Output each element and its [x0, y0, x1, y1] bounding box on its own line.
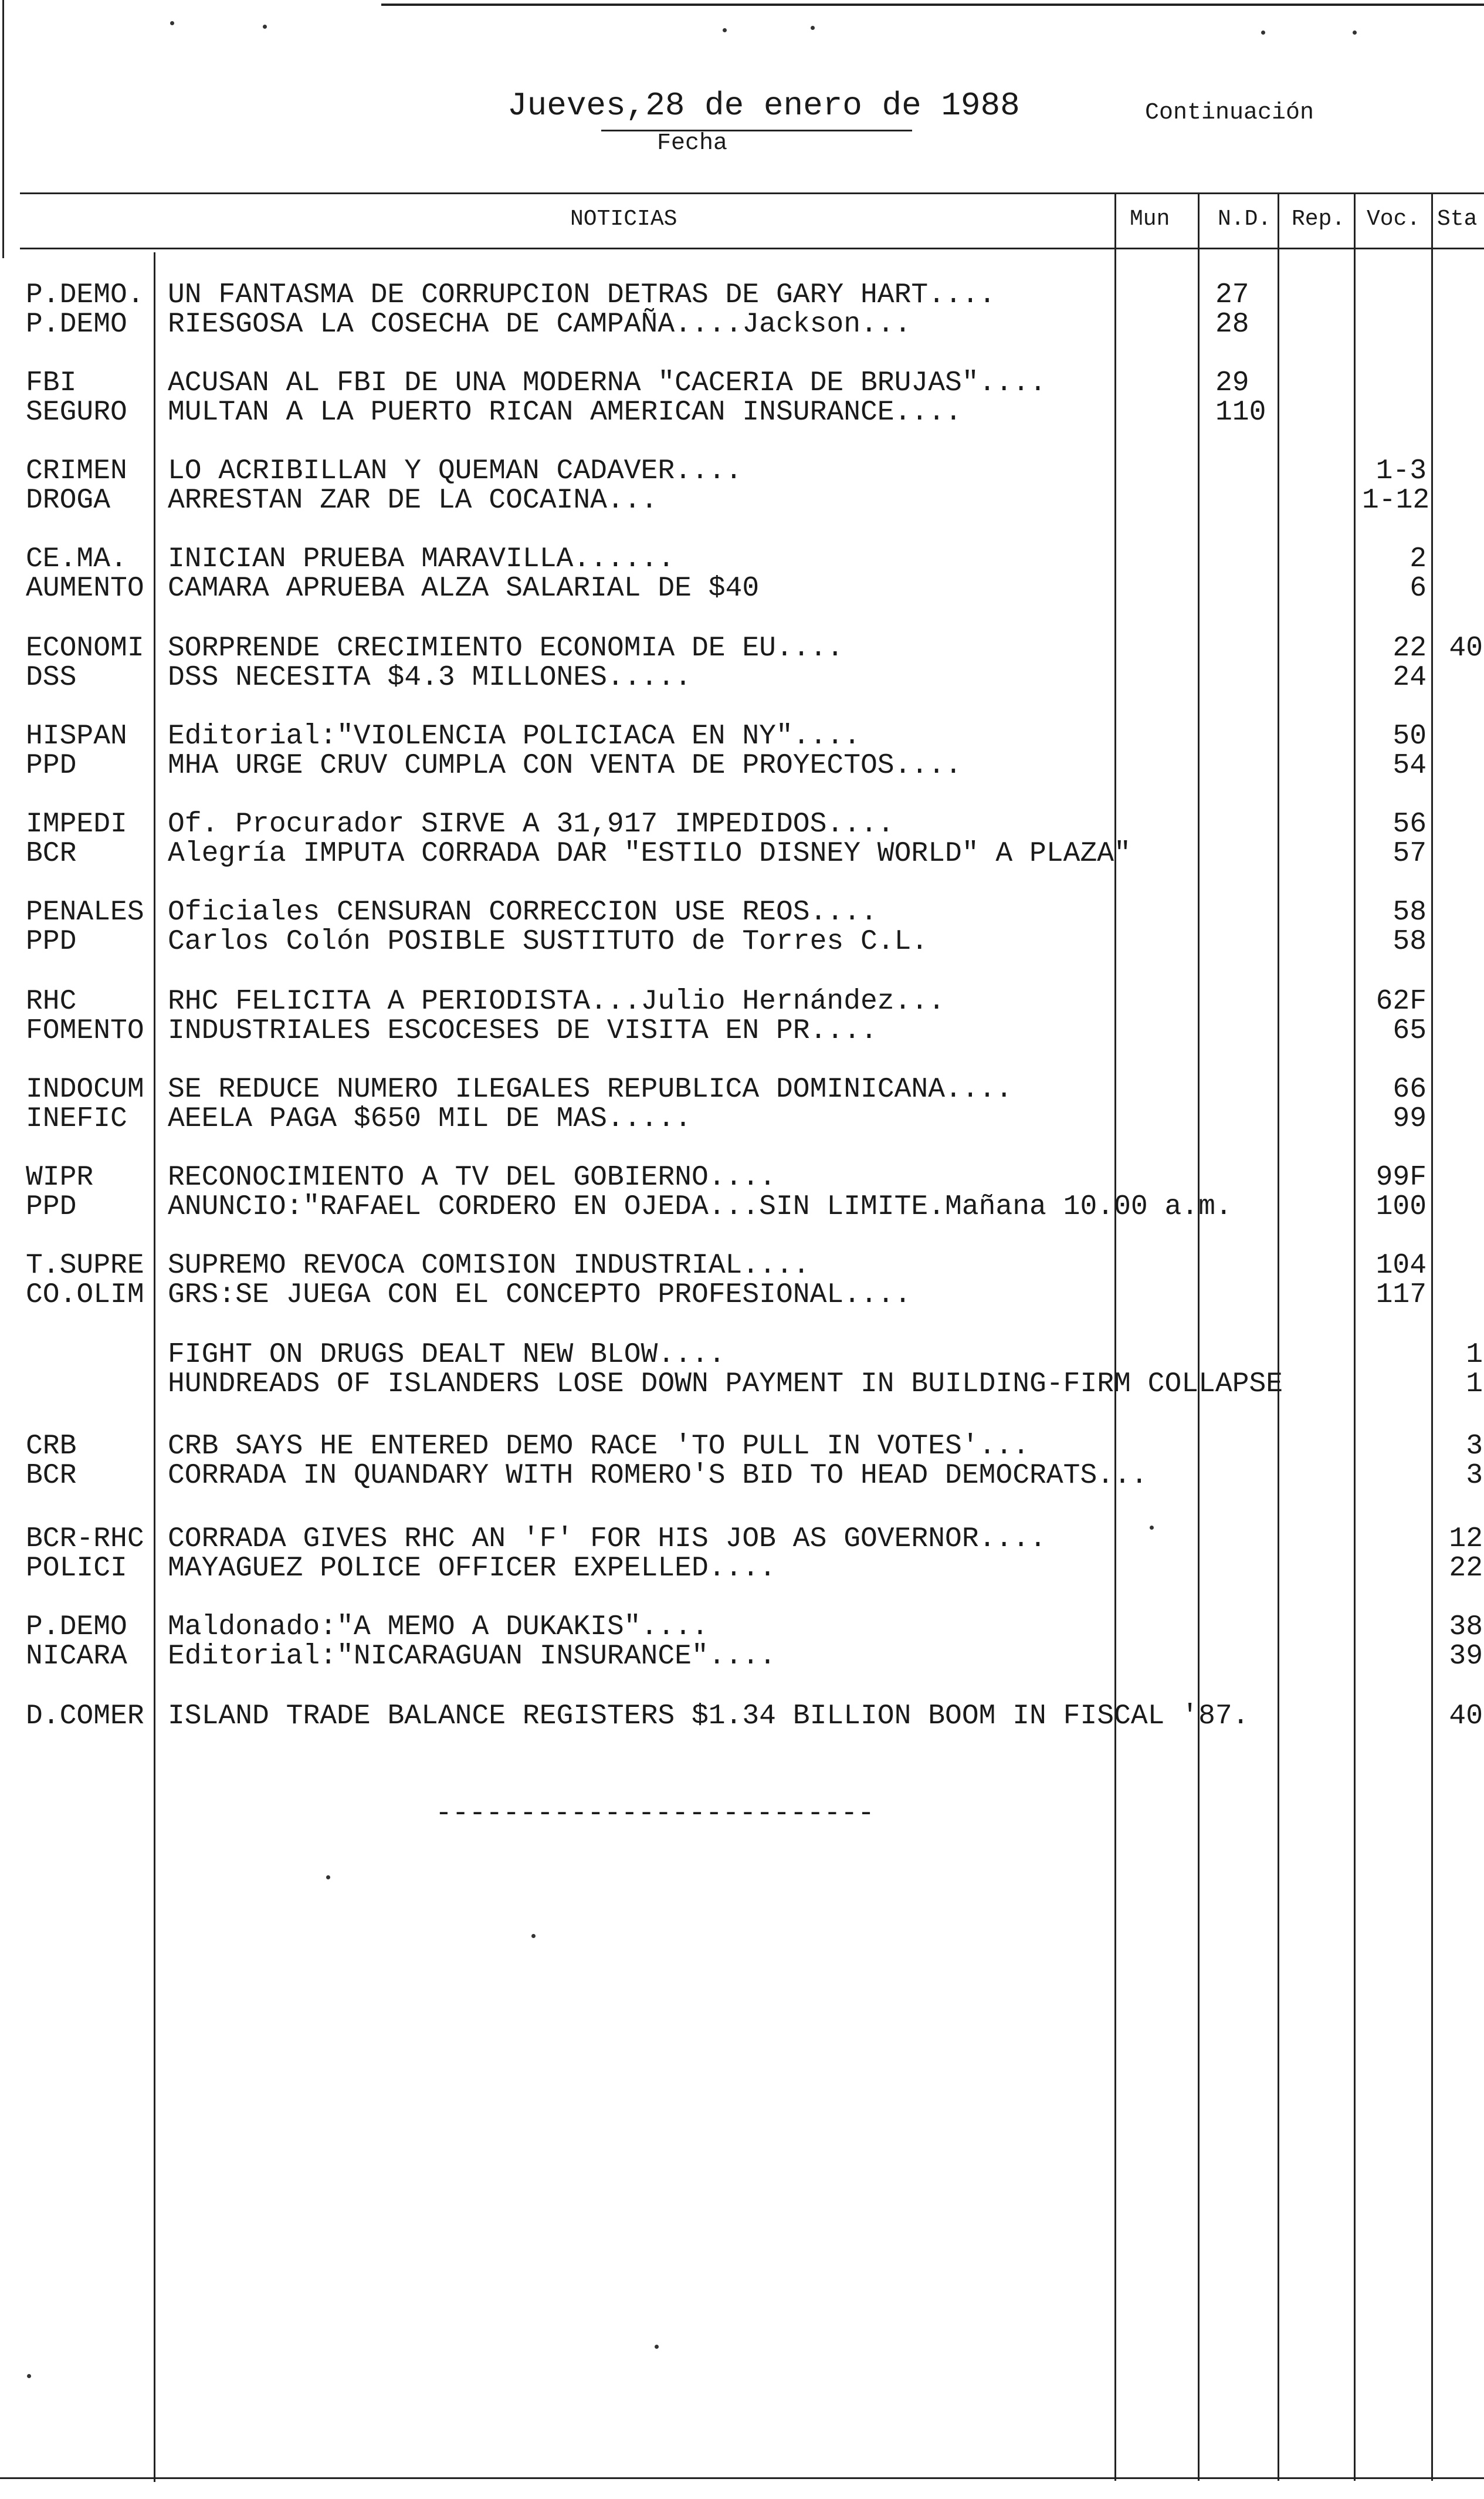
continuation-label: Continuación	[1145, 100, 1314, 126]
row-star: 3	[1466, 1431, 1483, 1462]
row-code: CRIMEN	[26, 455, 127, 487]
row-star: 39	[1449, 1641, 1483, 1672]
scan-speck	[326, 1875, 330, 1879]
row-star: 3	[1466, 1460, 1483, 1492]
page-left-edge	[2, 0, 4, 258]
row-voc: 54	[1392, 750, 1427, 782]
row-star: 1	[1466, 1339, 1483, 1371]
row-code: D.COMER	[26, 1700, 144, 1732]
row-headline: Of. Procurador SIRVE A 31,917 IMPEDIDOS....	[168, 809, 895, 840]
scan-speck	[531, 1934, 536, 1938]
header-star: Sta	[1437, 207, 1478, 232]
row-voc: 99	[1392, 1103, 1427, 1135]
row-code: P.DEMO	[26, 309, 127, 340]
mun-column-divider	[1114, 192, 1116, 2481]
end-separator: --------------------------	[435, 1798, 875, 1830]
table-top-rule	[20, 192, 1484, 194]
scan-speck	[170, 21, 174, 25]
code-column-divider	[154, 252, 155, 2482]
scan-speck	[1150, 1526, 1154, 1530]
row-code: DSS	[26, 662, 77, 694]
row-voc: 6	[1410, 573, 1427, 604]
row-nd: 29	[1215, 367, 1249, 399]
row-headline: ISLAND TRADE BALANCE REGISTERS $1.34 BILLION BOOM IN FISCAL '87.	[168, 1700, 1249, 1732]
row-headline: CAMARA APRUEBA ALZA SALARIAL DE $40	[168, 573, 760, 604]
row-headline: Editorial:"VIOLENCIA POLICIACA EN NY"....	[168, 721, 860, 752]
row-voc: 58	[1392, 897, 1427, 928]
scan-speck	[263, 25, 267, 29]
row-headline: UN FANTASMA DE CORRUPCION DETRAS DE GARY HART....	[168, 279, 996, 311]
row-voc: 58	[1392, 926, 1427, 958]
row-headline: ACUSAN AL FBI DE UNA MODERNA "CACERIA DE BRUJAS"....	[168, 367, 1046, 399]
date-label: Fecha	[657, 130, 728, 157]
row-code: DROGA	[26, 485, 111, 516]
row-headline: RECONOCIMIENTO A TV DEL GOBIERNO....	[168, 1162, 776, 1193]
row-voc: 1-12	[1362, 485, 1430, 516]
row-code: INDOCUM	[26, 1074, 144, 1105]
row-voc: 66	[1392, 1074, 1427, 1105]
scan-speck	[27, 2374, 31, 2378]
row-headline: INICIAN PRUEBA MARAVILLA......	[168, 543, 675, 575]
row-headline: Oficiales CENSURAN CORRECCION USE REOS....	[168, 897, 877, 928]
table-header-rule	[20, 248, 1484, 249]
row-code: PENALES	[26, 897, 144, 928]
row-star: 1	[1466, 1368, 1483, 1400]
row-headline: ARRESTAN ZAR DE LA COCAINA...	[168, 485, 658, 516]
row-headline: RIESGOSA LA COSECHA DE CAMPAÑA....Jackson...	[168, 309, 912, 340]
scan-speck	[655, 2345, 659, 2349]
voc-column-divider	[1354, 192, 1356, 2481]
scan-speck	[811, 26, 815, 30]
row-voc: 62F	[1375, 986, 1427, 1017]
row-voc: 22	[1392, 633, 1427, 664]
row-code: FBI	[26, 367, 77, 399]
row-headline: AEELA PAGA $650 MIL DE MAS.....	[168, 1103, 692, 1135]
row-code: P.DEMO	[26, 1611, 127, 1643]
row-voc: 104	[1375, 1250, 1427, 1281]
row-voc: 50	[1392, 721, 1427, 752]
row-code: PPD	[26, 1191, 77, 1223]
row-headline: Alegría IMPUTA CORRADA DAR "ESTILO DISNEY WORLD" A PLAZA"	[168, 838, 1131, 870]
row-nd: 28	[1215, 309, 1249, 340]
row-headline: MHA URGE CRUV CUMPLA CON VENTA DE PROYECTOS....	[168, 750, 962, 782]
row-nd: 27	[1215, 279, 1249, 311]
header-nd: N.D.	[1218, 207, 1272, 232]
row-voc: 117	[1375, 1279, 1427, 1311]
row-star: 38	[1449, 1611, 1483, 1643]
scan-speck	[723, 28, 727, 32]
row-headline: SE REDUCE NUMERO ILEGALES REPUBLICA DOMINICANA....	[168, 1074, 1013, 1105]
row-code: SEGURO	[26, 397, 127, 428]
row-code: CRB	[26, 1431, 77, 1462]
row-code: P.DEMO.	[26, 279, 144, 311]
row-voc: 57	[1392, 838, 1427, 870]
row-voc: 1-3	[1375, 455, 1427, 487]
row-headline: Editorial:"NICARAGUAN INSURANCE"....	[168, 1641, 776, 1672]
table-bottom-rule	[0, 2477, 1484, 2479]
row-headline: SUPREMO REVOCA COMISION INDUSTRIAL....	[168, 1250, 810, 1281]
header-voc: Voc.	[1367, 207, 1421, 232]
nd-column-divider	[1198, 192, 1200, 2481]
row-voc: 100	[1375, 1191, 1427, 1223]
scan-speck	[1261, 31, 1265, 35]
row-headline: Carlos Colón POSIBLE SUSTITUTO de Torres C.L.	[168, 926, 929, 958]
date-underline	[601, 130, 912, 131]
row-voc: 65	[1392, 1015, 1427, 1047]
row-headline: RHC FELICITA A PERIODISTA...Julio Hernández...	[168, 986, 946, 1017]
row-headline: DSS NECESITA $4.3 MILLONES.....	[168, 662, 692, 694]
row-code: PPD	[26, 926, 77, 958]
row-headline: CORRADA IN QUANDARY WITH ROMERO'S BID TO HEAD DEMOCRATS...	[168, 1460, 1148, 1492]
row-code: HISPAN	[26, 721, 127, 752]
row-code: WIPR	[26, 1162, 94, 1193]
document-date: Jueves,28 de enero de 1988	[507, 87, 1020, 124]
row-code: T.SUPRE	[26, 1250, 144, 1281]
row-code: PPD	[26, 750, 77, 782]
star-column-divider	[1431, 192, 1433, 2481]
row-voc: 99F	[1375, 1162, 1427, 1193]
row-headline: CRB SAYS HE ENTERED DEMO RACE 'TO PULL IN VOTES'...	[168, 1431, 1030, 1462]
header-mun: Mun	[1130, 207, 1170, 232]
row-star: 22	[1449, 1553, 1483, 1584]
row-headline: CORRADA GIVES RHC AN 'F' FOR HIS JOB AS GOVERNOR....	[168, 1523, 1046, 1555]
row-code: NICARA	[26, 1641, 127, 1672]
header-noticias: NOTICIAS	[570, 207, 677, 232]
row-voc: 2	[1410, 543, 1427, 575]
scan-speck	[1353, 31, 1357, 35]
row-headline: Maldonado:"A MEMO A DUKAKIS"....	[168, 1611, 709, 1643]
row-code: IMPEDI	[26, 809, 127, 840]
row-code: CE.MA.	[26, 543, 127, 575]
row-voc: 24	[1392, 662, 1427, 694]
row-star: 40	[1449, 1700, 1483, 1732]
row-code: CO.OLIM	[26, 1279, 144, 1311]
row-voc: 56	[1392, 809, 1427, 840]
top-edge-rule	[381, 4, 1484, 6]
row-code: INEFIC	[26, 1103, 127, 1135]
row-headline: INDUSTRIALES ESCOCESES DE VISITA EN PR....	[168, 1015, 877, 1047]
row-headline: HUNDREADS OF ISLANDERS LOSE DOWN PAYMENT IN BUILDING-FIRM COLLAPSE	[168, 1368, 1283, 1400]
row-code: AUMENTO	[26, 573, 144, 604]
row-headline: SORPRENDE CRECIMIENTO ECONOMIA DE EU....	[168, 633, 844, 664]
row-nd: 110	[1215, 397, 1266, 428]
row-code: POLICI	[26, 1553, 127, 1584]
row-star: 40	[1449, 633, 1483, 664]
rep-column-divider	[1278, 192, 1279, 2481]
row-headline: ANUNCIO:"RAFAEL CORDERO EN OJEDA...SIN LIMITE.Mañana 10.00 a.m.	[168, 1191, 1232, 1223]
row-headline: LO ACRIBILLAN Y QUEMAN CADAVER....	[168, 455, 743, 487]
row-code: ECONOMI	[26, 633, 144, 664]
row-star: 12	[1449, 1523, 1483, 1555]
row-code: BCR	[26, 838, 77, 870]
header-rep: Rep.	[1292, 207, 1346, 232]
row-headline: FIGHT ON DRUGS DEALT NEW BLOW....	[168, 1339, 726, 1371]
row-code: BCR	[26, 1460, 77, 1492]
row-code: BCR-RHC	[26, 1523, 144, 1555]
row-headline: GRS:SE JUEGA CON EL CONCEPTO PROFESIONAL....	[168, 1279, 912, 1311]
row-code: RHC	[26, 986, 77, 1017]
row-headline: MULTAN A LA PUERTO RICAN AMERICAN INSURANCE....	[168, 397, 962, 428]
row-code: FOMENTO	[26, 1015, 144, 1047]
row-headline: MAYAGUEZ POLICE OFFICER EXPELLED....	[168, 1553, 776, 1584]
